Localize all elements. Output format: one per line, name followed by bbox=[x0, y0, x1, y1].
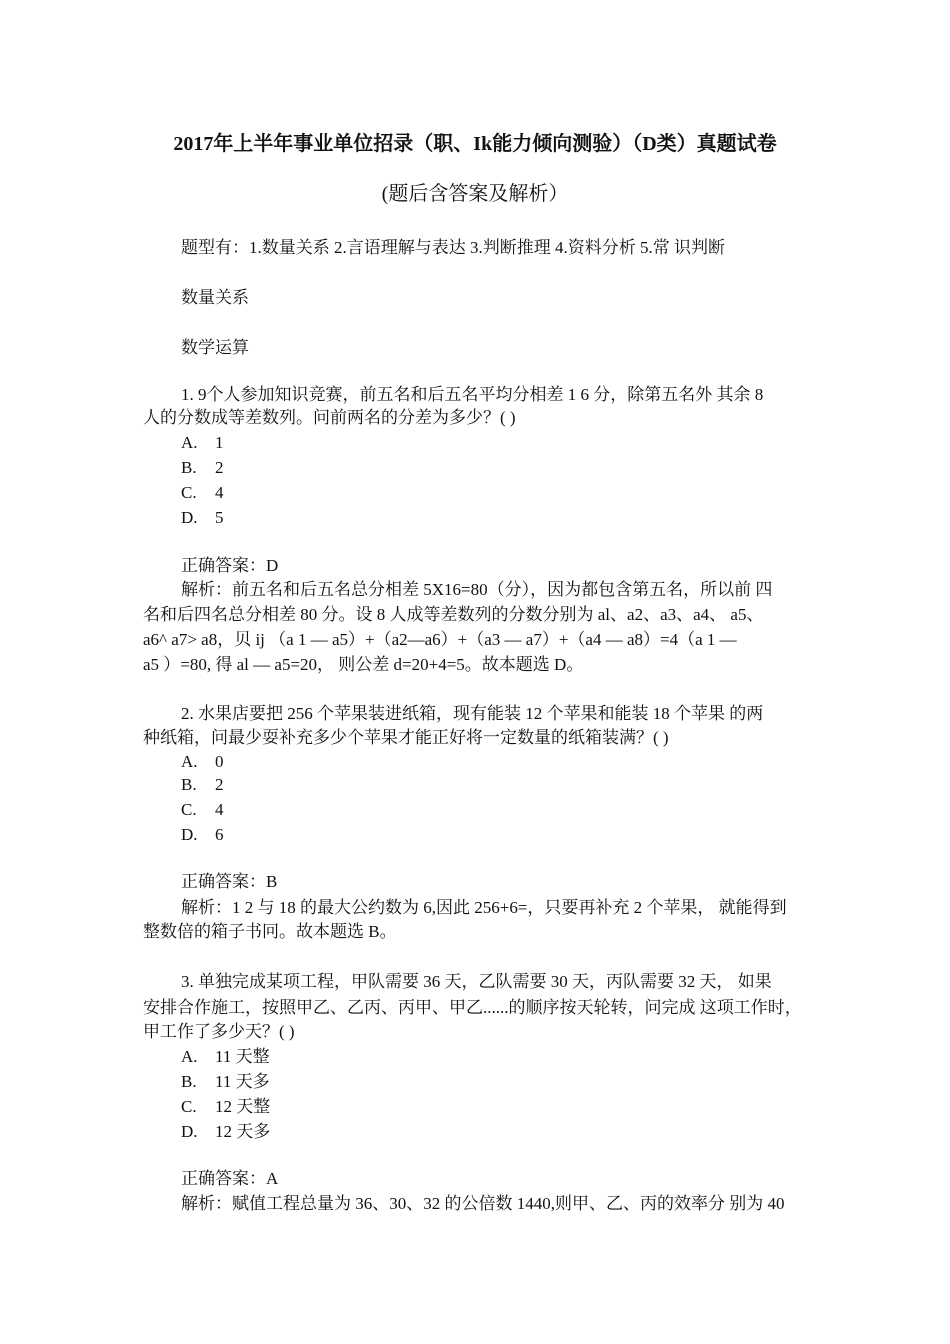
correct-answer: 正确答案：B bbox=[181, 872, 278, 891]
option-text: 11 天整 bbox=[215, 1047, 270, 1066]
analysis-line: a5 ）=80, 得 al — a5=20， 则公差 d=20+4=5。故本题选 D。 bbox=[143, 655, 584, 674]
option-b bbox=[181, 1070, 853, 1094]
option-d bbox=[181, 823, 853, 847]
option-text: 6 bbox=[215, 825, 224, 844]
option-text: 1 bbox=[215, 433, 224, 452]
subsection-heading: 数学运算 bbox=[181, 338, 249, 357]
option-b bbox=[181, 456, 853, 480]
question-types-line: 题型有：1.数量关系 2.言语理解与表达 3.判断推理 4.资料分析 5.常 识判断 bbox=[181, 238, 725, 257]
question-stem-line: 3. 单独完成某项工程，甲队需要 36 天，乙队需要 30 天，丙队需要 32 天， 如果 bbox=[181, 972, 772, 991]
option-letter: B. bbox=[181, 1072, 197, 1091]
option-letter: D. bbox=[181, 825, 198, 844]
option-text: 12 天多 bbox=[215, 1122, 271, 1141]
option-a bbox=[181, 750, 853, 774]
correct-answer: 正确答案：A bbox=[181, 1169, 279, 1188]
option-letter: A. bbox=[181, 433, 198, 452]
question-stem-line: 人的分数成等差数列。问前两名的分差为多少？( ) bbox=[143, 408, 516, 427]
option-letter: D. bbox=[181, 1122, 198, 1141]
option-d bbox=[181, 506, 853, 530]
option-letter: B. bbox=[181, 775, 197, 794]
question-stem-line: 甲工作了多少天？( ) bbox=[143, 1022, 295, 1041]
option-text: 4 bbox=[215, 483, 224, 502]
option-c bbox=[181, 798, 853, 822]
option-a bbox=[181, 1045, 853, 1069]
option-text: 5 bbox=[215, 508, 224, 527]
option-d bbox=[181, 1120, 853, 1144]
question-stem-line: 1. 9个人参加知识竞赛，前五名和后五名平均分相差 1 6 分，除第五名外 其余 8 bbox=[181, 385, 764, 404]
option-text: 2 bbox=[215, 775, 224, 794]
option-c bbox=[181, 481, 853, 505]
question-stem-line: 种纸箱，问最少耍补充多少个苹果才能正好将一定数量的纸箱装满？( ) bbox=[143, 728, 669, 747]
option-letter: C. bbox=[181, 800, 197, 819]
analysis-line: 解析：前五名和后五名总分相差 5X16=80（分），因为都包含第五名，所以前 四 bbox=[181, 580, 773, 599]
option-b bbox=[181, 773, 853, 797]
option-c bbox=[181, 1095, 853, 1119]
section-heading: 数量关系 bbox=[181, 288, 249, 307]
option-letter: B. bbox=[181, 458, 197, 477]
page-subtitle: (题后含答案及解析） bbox=[381, 183, 569, 205]
page-title: 2017年上半年事业单位招录（职、Ik能力倾向测验）（D类）真题试卷 bbox=[173, 133, 777, 155]
option-text: 11 天多 bbox=[215, 1072, 270, 1091]
option-text: 0 bbox=[215, 752, 224, 771]
correct-answer: 正确答案：D bbox=[181, 556, 279, 575]
option-text: 4 bbox=[215, 800, 224, 819]
analysis-line: 整数倍的箱子书冋。故本题选 B。 bbox=[143, 922, 397, 941]
analysis-line: 解析：赋值工程总量为 36、30、32 的公倍数 1440,则甲、乙、丙的效率分 别为 40 bbox=[181, 1194, 785, 1213]
option-letter: C. bbox=[181, 483, 197, 502]
option-letter: C. bbox=[181, 1097, 197, 1116]
analysis-line: a6^ a7> a8，贝 ij （a 1 — a5）+（a2—a6）+（a3 — a7）+（a4 — a8）=4（a 1 — bbox=[143, 630, 737, 649]
analysis-line: 名和后四名总分相差 80 分。设 8 人成等差数列的分数分别为 al、a2、a3、a4、 a5、 bbox=[143, 605, 764, 624]
option-letter: A. bbox=[181, 1047, 198, 1066]
option-letter: D. bbox=[181, 508, 198, 527]
question-stem-line: 2. 水果店要把 256 个苹果装进纸箱，现有能装 12 个苹果和能装 18 个苹果 的两 bbox=[181, 704, 764, 723]
question-stem-line: 安排合作施工，按照甲乙、乙丙、丙甲、甲乙......的顺序按天轮转，问完成 这项工作时， bbox=[143, 998, 802, 1017]
option-text: 12 天整 bbox=[215, 1097, 271, 1116]
option-letter: A. bbox=[181, 752, 198, 771]
option-text: 2 bbox=[215, 458, 224, 477]
analysis-line: 解析：1 2 与 18 的最大公约数为 6,因此 256+6=，只要再补充 2 个苹果， 就能得到 bbox=[181, 898, 787, 917]
option-a bbox=[181, 431, 853, 455]
